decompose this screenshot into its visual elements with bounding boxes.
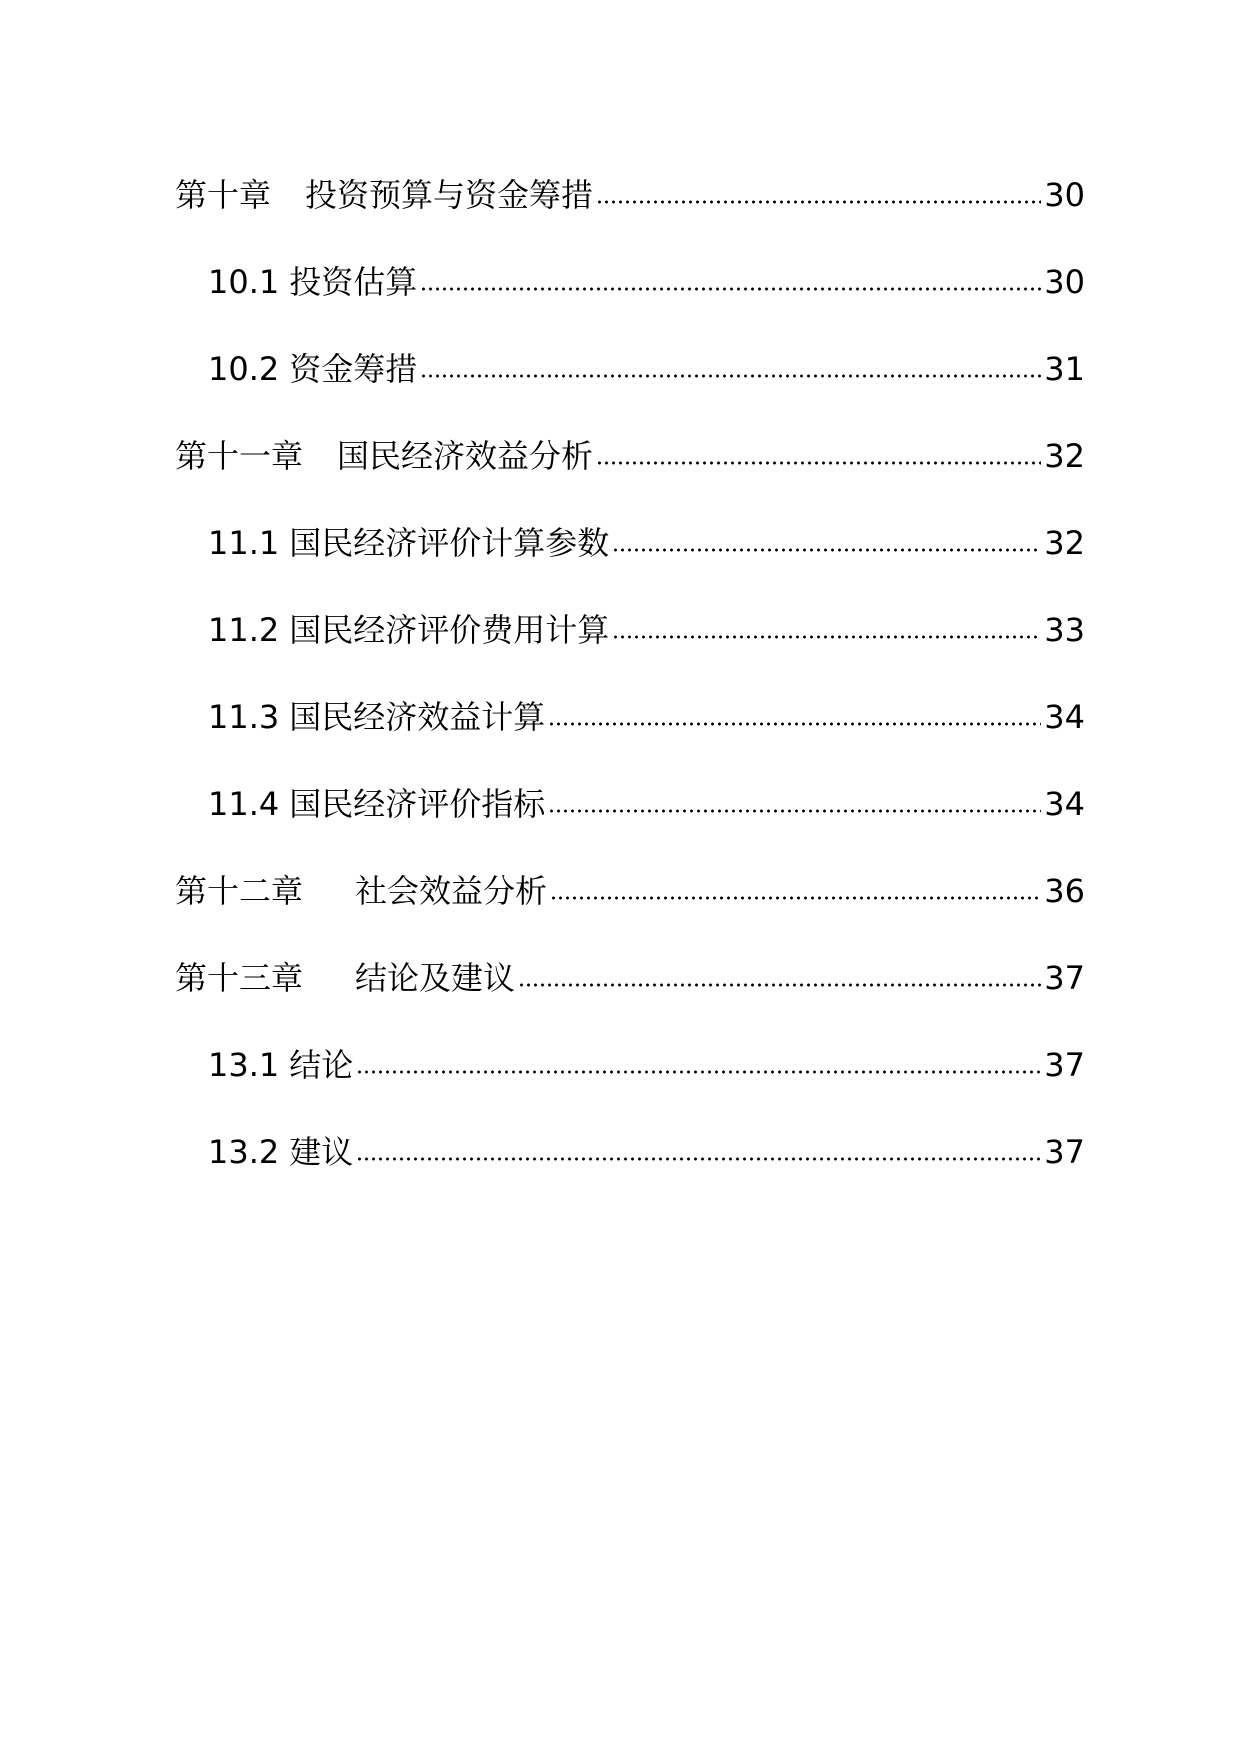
page-number: 32 [1044, 524, 1085, 562]
dot-leader [548, 720, 1041, 728]
section-number: 11.1 [208, 524, 280, 562]
toc-entry-title [208, 610, 609, 650]
toc-entry-title [175, 871, 547, 911]
dot-leader [612, 546, 1041, 554]
chapter-number: 第十章 [175, 176, 272, 214]
section-number: 10.2 [208, 350, 280, 388]
dot-leader [356, 1155, 1041, 1163]
toc-entry-title [208, 697, 545, 737]
toc-entry-title [175, 958, 515, 998]
chapter-number: 第十二章 [175, 872, 304, 910]
dot-leader [612, 633, 1041, 641]
page-number: 37 [1044, 1133, 1085, 1171]
chapter-title: 结论及建议 [355, 959, 516, 997]
toc-entry-section-11-3[interactable] [208, 677, 1085, 737]
chapter-title: 社会效益分析 [355, 872, 548, 910]
toc-entry-title [208, 784, 545, 824]
section-title: 国民经济评价指标 [289, 785, 546, 823]
toc-entry-section-11-4[interactable] [208, 764, 1085, 824]
dot-leader [518, 981, 1041, 989]
page-number: 34 [1044, 698, 1085, 736]
page-number: 30 [1044, 176, 1085, 214]
toc-entry-section-11-2[interactable] [208, 590, 1085, 650]
section-title: 投资估算 [289, 263, 418, 301]
page-number: 31 [1044, 350, 1085, 388]
page-number: 32 [1044, 437, 1085, 475]
page-number: 37 [1044, 959, 1085, 997]
section-number: 11.3 [208, 698, 280, 736]
section-number: 13.2 [208, 1133, 280, 1171]
toc-entry-title [175, 436, 593, 476]
section-title: 国民经济效益计算 [289, 698, 546, 736]
chapter-number: 第十三章 [175, 959, 304, 997]
section-title: 国民经济评价计算参数 [289, 524, 610, 562]
dot-leader [550, 894, 1041, 902]
dot-leader [356, 1068, 1041, 1076]
toc-entry-section-10-1[interactable] [208, 242, 1085, 302]
chapter-title: 投资预算与资金筹措 [305, 176, 594, 214]
section-number: 10.1 [208, 263, 280, 301]
chapter-title: 国民经济效益分析 [337, 437, 594, 475]
section-title: 建议 [289, 1133, 354, 1171]
section-number: 11.2 [208, 611, 280, 649]
toc-entry-chapter-13[interactable] [175, 938, 1085, 998]
page-number: 37 [1044, 1046, 1085, 1084]
toc-entry-section-11-1[interactable] [208, 503, 1085, 563]
dot-leader [420, 372, 1041, 380]
section-title: 国民经济评价费用计算 [289, 611, 610, 649]
page-number: 34 [1044, 785, 1085, 823]
toc-entry-chapter-10[interactable] [175, 155, 1085, 215]
section-number: 13.1 [208, 1046, 280, 1084]
toc-entry-chapter-12[interactable] [175, 851, 1085, 911]
toc-entry-section-13-1[interactable] [208, 1025, 1085, 1085]
dot-leader [596, 198, 1041, 206]
section-number: 11.4 [208, 785, 280, 823]
toc-entry-chapter-11[interactable] [175, 416, 1085, 476]
page-number: 36 [1044, 872, 1085, 910]
dot-leader [548, 807, 1041, 815]
toc-entry-section-10-2[interactable] [208, 329, 1085, 389]
page-number: 30 [1044, 263, 1085, 301]
toc-entry-title [208, 349, 417, 389]
dot-leader [420, 285, 1041, 293]
page-number: 33 [1044, 611, 1085, 649]
toc-entry-title [208, 262, 417, 302]
toc-entry-section-13-2[interactable] [208, 1112, 1085, 1172]
toc-entry-title [208, 523, 609, 563]
toc-entry-title [208, 1045, 353, 1085]
toc-entry-title [208, 1132, 353, 1172]
chapter-number: 第十一章 [175, 437, 304, 475]
toc-entry-title [175, 175, 593, 215]
section-title: 结论 [289, 1046, 354, 1084]
dot-leader [596, 459, 1041, 467]
section-title: 资金筹措 [289, 350, 418, 388]
